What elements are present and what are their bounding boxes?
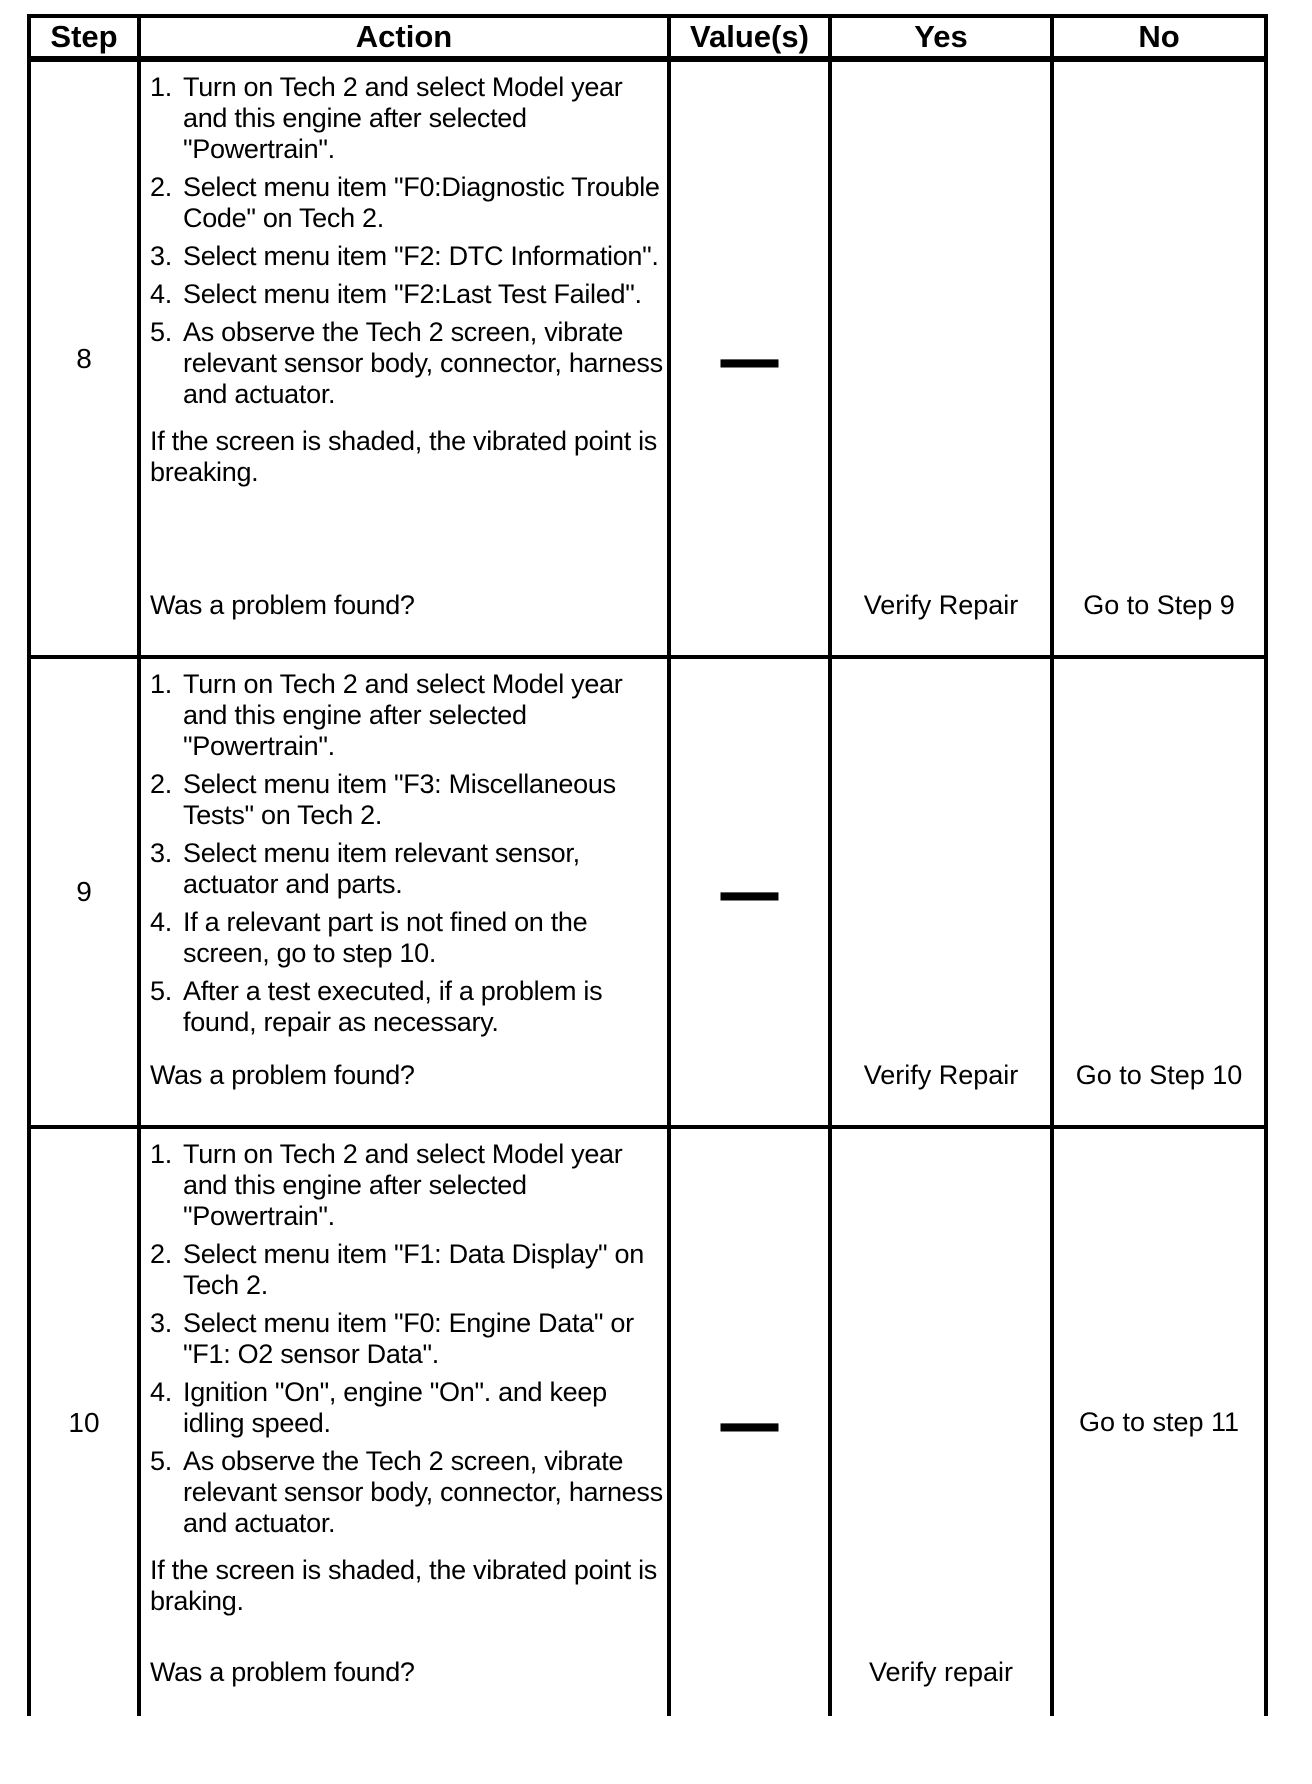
action-item [150, 907, 663, 969]
action-item-text: Select menu item "F0:Diagnostic Trouble Code" on Tech 2. [183, 172, 660, 233]
header-cell-no [1054, 18, 1264, 62]
action-item-text: Select menu item "F3: Miscellaneous Tests" on Tech 2. [183, 769, 616, 830]
action-item-number: 3. [150, 241, 172, 271]
action-question: Was a problem found? [150, 1657, 415, 1687]
action-item-text: After a test executed, if a problem is found, repair as necessary. [183, 976, 603, 1037]
action-item-number: 5. [150, 317, 172, 347]
action-note: If the screen is shaded, the vibrated point is braking. [150, 1555, 658, 1616]
action-item [150, 1446, 663, 1539]
step-8-value-cell [671, 62, 832, 659]
action-item-number: 4. [150, 279, 172, 309]
header-cell-yes [832, 18, 1054, 62]
value-dash: — [720, 312, 779, 404]
action-item [150, 1377, 663, 1439]
action-item-number: 1. [150, 1139, 172, 1169]
action-item [150, 279, 663, 310]
header-cell-step [31, 18, 141, 62]
action-item [150, 241, 663, 272]
step-9-no-cell [1054, 659, 1264, 1129]
step-9-value-cell [671, 659, 832, 1129]
action-item-text: Select menu item "F0: Engine Data" or "F1: O2 sensor Data". [183, 1308, 634, 1369]
step-10-no-cell [1054, 1129, 1264, 1716]
yes-text: Verify Repair [863, 590, 1019, 620]
action-item-text: Select menu item "F1: Data Display" on Tech 2. [183, 1239, 644, 1300]
action-question: Was a problem found? [150, 1060, 415, 1090]
action-item-number: 3. [150, 1308, 172, 1338]
action-item [150, 317, 663, 410]
header-cell-values [671, 18, 832, 62]
value-dash: — [720, 845, 779, 937]
header-label-step: Step [50, 19, 118, 54]
header-label-no: No [1138, 19, 1180, 54]
header-label-yes: Yes [914, 19, 968, 54]
action-item [150, 1239, 663, 1301]
step-9-number-cell [31, 659, 141, 1129]
action-note: If the screen is shaded, the vibrated point is breaking. [150, 426, 658, 487]
step-9-yes-cell [832, 659, 1054, 1129]
step-10-yes-cell [832, 1129, 1054, 1716]
step-8-yes-cell [832, 62, 1054, 659]
header-label-values: Value(s) [690, 19, 809, 54]
step-10-number-cell [31, 1129, 141, 1716]
action-item-number: 3. [150, 838, 172, 868]
step-number: 9 [76, 876, 92, 907]
action-item-number: 2. [150, 1239, 172, 1269]
action-item [150, 669, 663, 762]
step-number: 8 [76, 342, 92, 374]
step-9-action-cell [141, 659, 671, 1129]
action-item-number: 2. [150, 769, 172, 799]
action-item-number: 5. [150, 1446, 172, 1476]
action-item-number: 5. [150, 976, 172, 1006]
action-item-text: Turn on Tech 2 and select Model year and this engine after selected "Powertrain". [183, 72, 623, 164]
action-item-number: 4. [150, 1377, 172, 1407]
header-cell-action [141, 18, 671, 62]
yes-text: Verify Repair [863, 1060, 1019, 1090]
action-item-number: 4. [150, 907, 172, 937]
action-item [150, 1139, 663, 1232]
action-item-text: As observe the Tech 2 screen, vibrate relevant sensor body, connector, harness and actuator. [183, 317, 663, 409]
action-question: Was a problem found? [150, 590, 415, 620]
action-item-text: Select menu item "F2:Last Test Failed". [183, 279, 642, 309]
action-item-text: If a relevant part is not fined on the screen, go to step 10. [183, 907, 588, 968]
action-item-text: Turn on Tech 2 and select Model year and this engine after selected "Powertrain". [183, 669, 623, 761]
action-item [150, 1308, 663, 1370]
step-10-value-cell [671, 1129, 832, 1716]
action-item-number: 2. [150, 172, 172, 202]
step-10-action-cell [141, 1129, 671, 1716]
yes-text: Verify repair [868, 1657, 1014, 1687]
action-item-number: 1. [150, 669, 172, 699]
step-number: 10 [68, 1406, 100, 1438]
value-dash: — [720, 1376, 779, 1468]
step-8-number-cell [31, 62, 141, 659]
action-item-text: Turn on Tech 2 and select Model year and this engine after selected "Powertrain". [183, 1139, 623, 1231]
action-item [150, 72, 663, 165]
action-item-text: Select menu item relevant sensor, actuator and parts. [183, 838, 580, 899]
action-item-number: 1. [150, 72, 172, 102]
no-text: Go to step 11 [1078, 1407, 1240, 1437]
action-item-text: Select menu item "F2: DTC Information". [183, 241, 659, 271]
action-item [150, 172, 663, 234]
action-item [150, 838, 663, 900]
action-item-text: Ignition "On", engine "On". and keep idling speed. [183, 1377, 607, 1438]
diagnostic-table [27, 14, 1268, 1716]
action-item-text: As observe the Tech 2 screen, vibrate relevant sensor body, connector, harness and actuator. [183, 1446, 663, 1538]
step-8-no-cell [1054, 62, 1264, 659]
no-text: Go to Step 9 [1083, 590, 1235, 620]
step-8-action-cell [141, 62, 671, 659]
action-item [150, 769, 663, 831]
header-label-action: Action [355, 19, 453, 54]
no-text: Go to Step 10 [1075, 1060, 1243, 1090]
action-item [150, 976, 663, 1038]
